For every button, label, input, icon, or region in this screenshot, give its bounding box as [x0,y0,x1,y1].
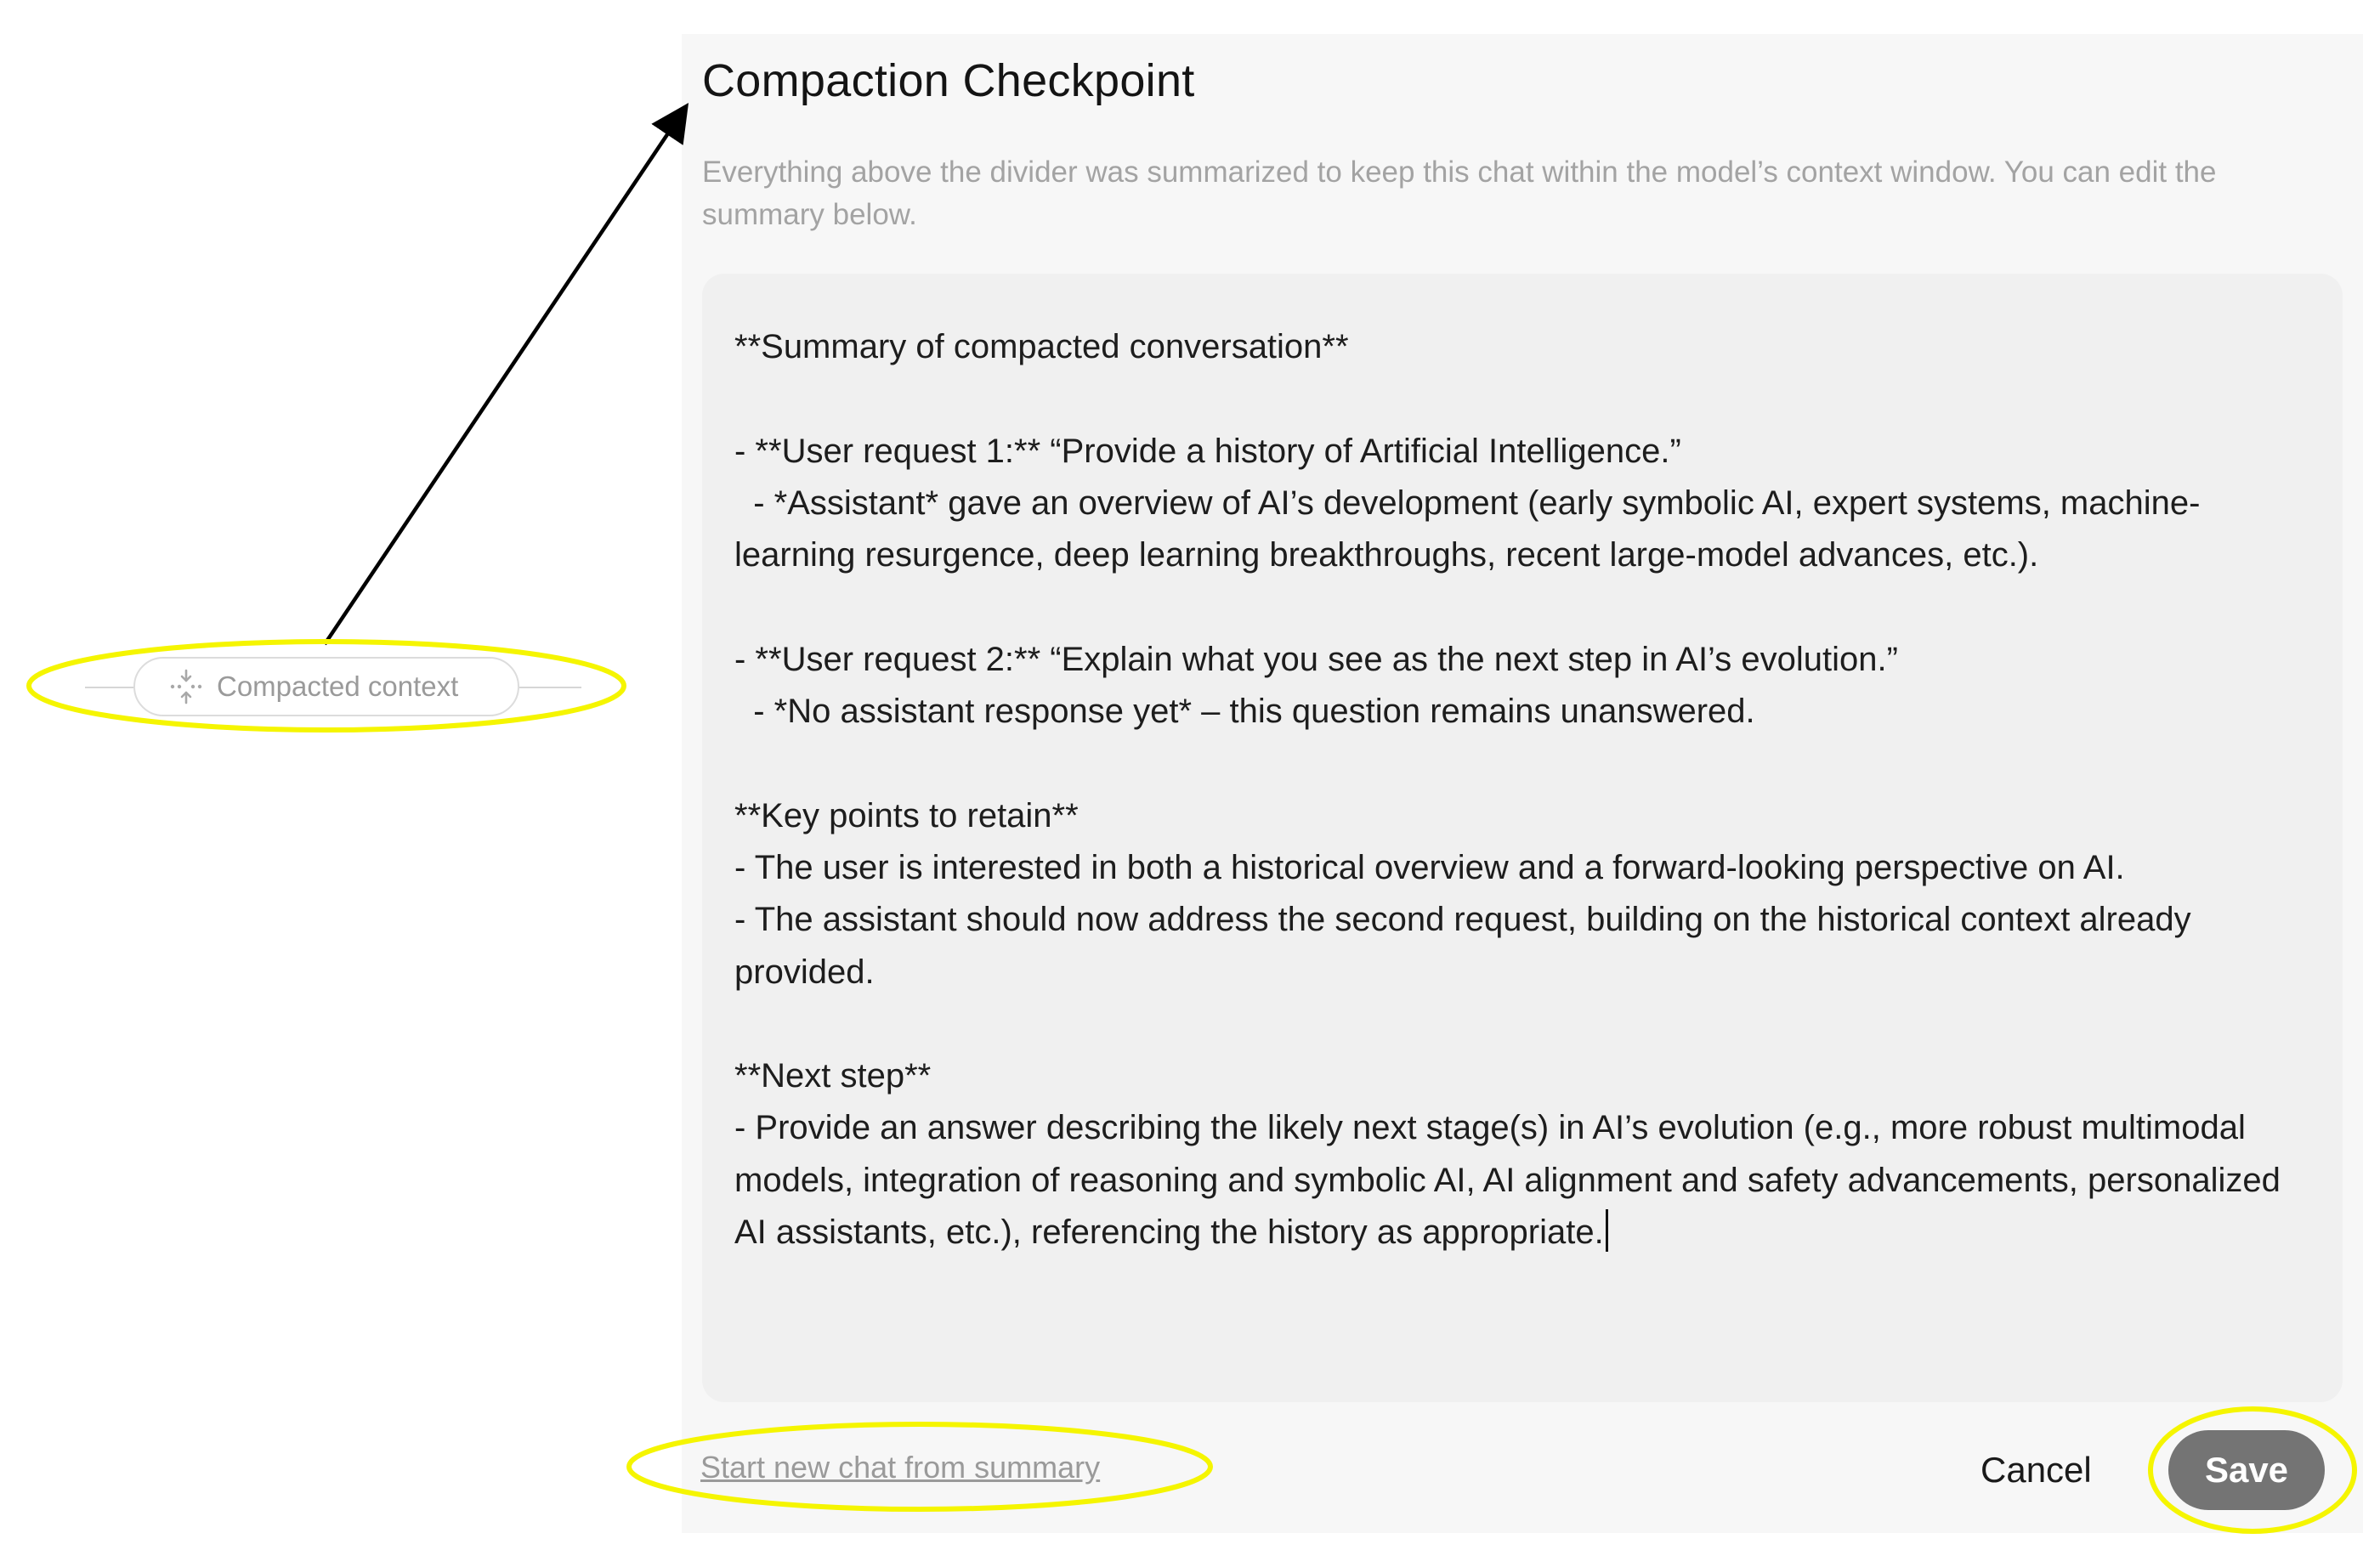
summary-editor[interactable] [702,274,2343,1402]
compaction-checkpoint-modal [682,34,2363,1533]
save-button[interactable]: Save [2168,1430,2325,1510]
summary-text [734,321,2310,1259]
modal-title: Compaction Checkpoint [702,55,1195,106]
compacted-context-pill[interactable] [133,657,519,716]
summary-text-content: **Summary of compacted conversation** - **User request 1:** “Provide a history of Artificial Intelligence.” - *Assistant* gave an overview of AI’s development (early symbolic AI, expert systems, machine-learning resurgence, deep learning breakthroughs, recent large-model advances, etc.). - **User request 2:** “Explain what you see as the next step in AI’s evolution.” - *No assistant response yet* – this question remains unanswered. **Key points to retain** - The user is interested in both a historical overview and a forward-looking perspective on AI. - The assistant should now address the second request, building on the historical context already provided. **Next step** - Provide an answer describing the likely next stage(s) in AI’s evolution (e.g., more robust multimodal models, integration of reasoning and symbolic AI, AI alignment and safety advancements, personalized AI assistants, etc.), referencing the history as appropriate. [734,328,2281,1252]
annotation-arrow [325,116,680,644]
divider-line-right [513,687,581,688]
text-caret [1606,1209,1608,1252]
cancel-button[interactable]: Cancel [1980,1445,2092,1496]
start-new-chat-link[interactable]: Start new chat from summary [700,1450,1101,1485]
compacted-context-label: Compacted context [217,670,459,702]
modal-description: Everything above the divider was summarized to keep this chat within the model’s context window. You can edit the summary below. [702,156,2217,231]
compress-arrows-icon [167,668,205,705]
divider-line-left [85,687,138,688]
